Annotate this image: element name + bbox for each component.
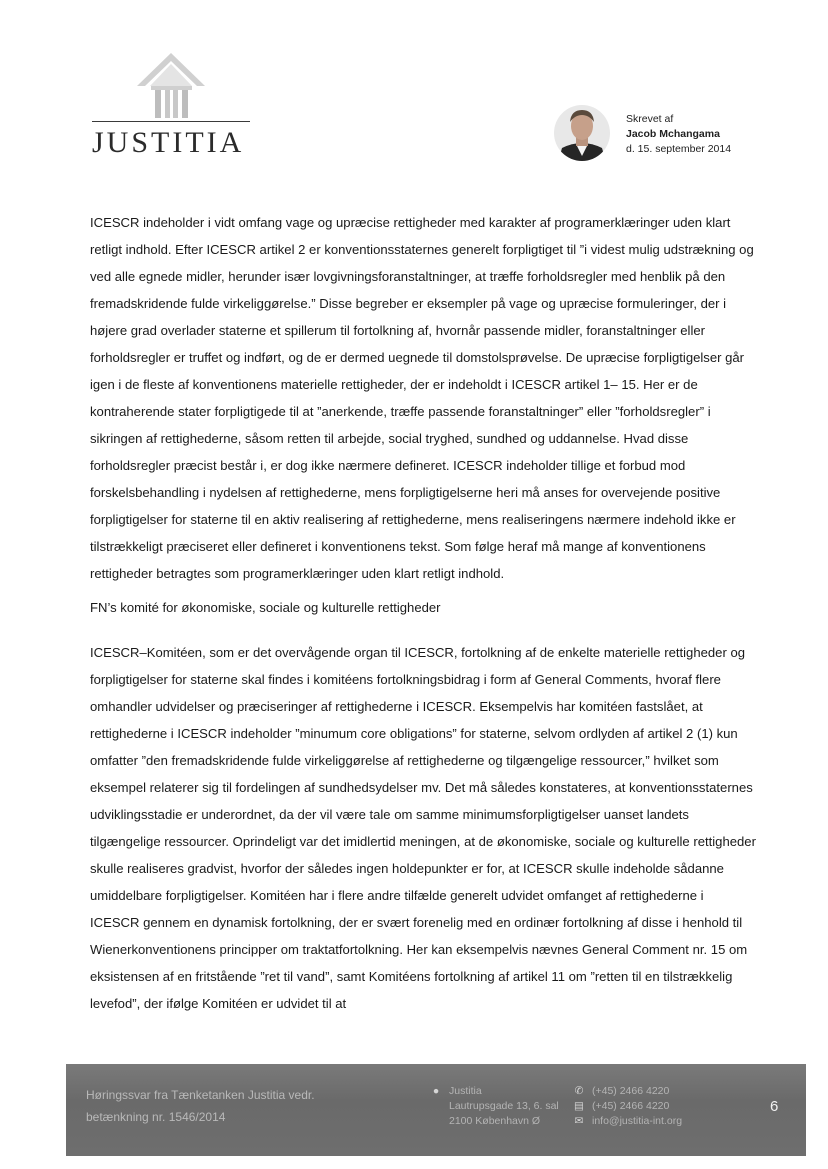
footer-phone[interactable]: (+45) 2466 4220 — [592, 1085, 670, 1097]
location-pin-icon: ● — [432, 1085, 440, 1097]
footer-phone-row — [571, 1084, 682, 1099]
paragraph-2: ICESCR–Komitéen, som er det overvågende organ til ICESCR, fortolkning af de enkelte materielle rettigheder og forpligtigelser for staterne skal findes i komitéens fortolkningsbidrag i form af General Comments, hvoraf flere omhandler udvidelser og præciseringer af rettighederne i ICESCR. Eksempelvis har komitéen fastslået, at rettighederne i ICESCR indeholder ”minumum core obligations” for staterne, selvom ordlyden af artikel 2 (1) kun omfatter ”den fremadskridende fulde virkeliggørelse af rettighederne og tilgængelige ressourcer,” hvilket som eksempel relaterer sig til fordelingen af sundhedsydelser mv. Det må således konstateres, at konventionsstaternes udviklingsstadie er underordnet, da der vil være tale om samme minimumsforpligtigelser uanset landets tilgængelige ressourcer. Oprindeligt var det imidlertid meningen, at de økonomiske, sociale og kulturelle rettigheder skulle realiseres gradvist, hvorfor der således ingen holdepunkter er for, at ICESCR skulle indeholde sådanne umiddelbare forpligtigelser. Komitéen har i flere andre tilfælde generelt udvidet omfanget af rettighederne i ICESCR gennem en dynamisk fortolkning, der er svært forenelig med en ordinær fortolkning af disse i henhold til Wienerkonventionens principper om traktatfortolkning. Her kan eksempelvis nævnes General Comment nr. 15 om eksistensen af en fritstående ”ret til vand”, samt Komitéens fortolkning af artikel 11 om ”retten til en tilstrækkelig levefod”, der ifølge Komitéen er udvidet til at — [90, 645, 756, 1011]
footer-fax-row — [571, 1099, 682, 1114]
footer-city: 2100 København Ø — [449, 1115, 541, 1127]
footer-title-line-2: betænkning nr. 1546/2014 — [86, 1110, 226, 1124]
page-number: 6 — [770, 1098, 779, 1115]
author-photo — [554, 104, 610, 162]
footer-contact — [571, 1084, 682, 1129]
justitia-logo — [92, 50, 252, 170]
author-date: d. 15. september 2014 — [626, 143, 732, 155]
section-heading: FN’s komité for økonomiske, sociale og kulturelle rettigheder — [90, 600, 441, 615]
footer-org-name: Justitia — [449, 1085, 482, 1097]
article-body — [90, 209, 756, 1017]
author-label: Skrevet af — [626, 113, 674, 125]
logo-wordmark: JUSTITIA — [92, 126, 245, 159]
justitia-logo-icon — [134, 50, 208, 120]
footer-address — [428, 1084, 559, 1129]
author-name: Jacob Mchangama — [626, 128, 720, 140]
footer-email-row — [571, 1114, 682, 1129]
footer-bar — [66, 1064, 806, 1156]
paragraph-1: ICESCR indeholder i vidt omfang vage og upræcise rettigheder med karakter af programerklæringer uden klart retligt indhold. Efter ICESCR artikel 2 er konventionsstaternes generelt forpligtiget til ”i videst mulig udstrækning og ved alle egnede midler, herunder især lovgivningsforanstaltninger, at træffe forholdsregler med henblik på den fremadskridende fulde virkeliggørelse.” Disse begreber er eksempler på vage og upræcise formuleringer, der i højere grad overlader staterne et spillerum til fortolkning af, hvornår passende midler, foranstaltninger eller forholdsregler er truffet og indført, og de er dermed uegnede til domstolsprøvelse. De upræcise forpligtigelser går igen i de fleste af konventionens materielle rettigheder, der er indeholdt i ICESCR artikel 1– 15. Her er de kontraherende stater forpligtigede til at ”anerkende, træffe passende foranstaltninger” eller ”forholdsregler” i sikringen af rettighederne, såsom retten til arbejde, social tryghed, sundhed og uddannelse. Hvad disse forholdsregler præcist består i, er dog ikke nærmere defineret. ICESCR indeholder tillige et forbud mod forskelsbehandling i nydelsen af rettighederne, mens forpligtigelserne heri må anses for overvejende positive forpligtigelser for staterne til en aktiv realisering af rettighederne, mens realiseringens nærmere indehold ikke er tilstrækkeligt præciseret eller defineret i konventionens tekst. Som følge heraf må mange af konventionens rettigheder betragtes som programerklæringer uden klart retligt indhold. — [90, 215, 754, 581]
fax-icon: ▤ — [574, 1100, 584, 1112]
footer-title-line-1: Høringssvar fra Tænketanken Justitia vedr. — [86, 1088, 315, 1102]
footer-street: Lautrupsgade 13, 6. sal — [449, 1100, 559, 1112]
author-info — [626, 112, 731, 157]
footer-title — [86, 1084, 315, 1128]
footer-fax: (+45) 2466 4220 — [592, 1100, 670, 1112]
footer-email[interactable]: info@justitia-int.org — [592, 1115, 683, 1127]
email-icon: ✉ — [574, 1115, 584, 1127]
phone-icon: ✆ — [574, 1085, 584, 1097]
logo-rule — [92, 121, 250, 122]
footer-org-name-row — [428, 1084, 559, 1099]
